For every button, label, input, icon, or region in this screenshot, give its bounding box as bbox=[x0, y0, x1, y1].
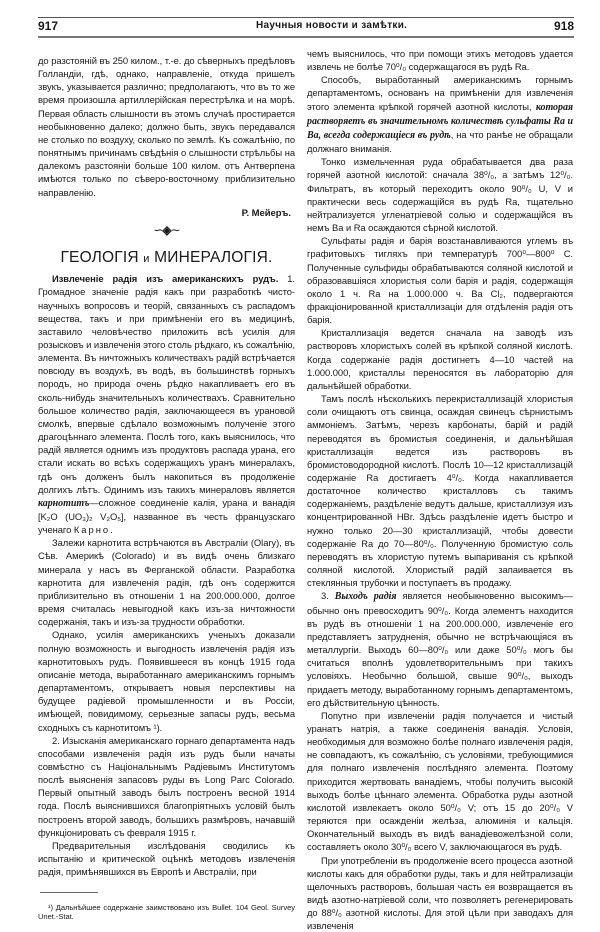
paragraph: При употребленіи въ продолженіе всего процесса азотной кислоты какъ для обработки руды, такъ и для нейтрализаціи щелочныхъ растворовъ, большая часть ея возвращается въ видѣ азотно-натріевой соли, что позволяетъ регенерировать до 88⁰/₀ азотной кислоты. Для этой цѣли при заводахъ для извлеченія bbox=[307, 854, 573, 932]
paragraph: до разстояній въ 250 килом., т.-е. до сѣверныхъ предѣловъ Голландіи, гдѣ, однако, направленіе, откуда пришелъ звукъ, указывается различно; предполагаютъ, что въ то же время произошла артиллерійская перестрѣлка и на морѣ. Первая область слышности въ этомъ случаѣ простирается необыкновенно далеко; должно быть, звукъ передавался не столько по воздуху, сколько по землѣ. Къ сожалѣнію, по понятнымъ причинамъ свѣдѣнія о слышности стрѣльбы на далекомъ разстояніи больше 100 килом. отъ Антверпена имѣются только по сѣверо-восточному приблизительно направленію. bbox=[38, 55, 295, 198]
section-heading-part: и bbox=[143, 253, 150, 266]
text: 1. Громадное значеніе радія какъ при разработкѣ чисто-научныхъ вопросовъ и теорій, связанныхъ съ распадомъ вещества, такъ и при примѣненіи его въ медицинѣ, заставило человѣчество приложить всѣ усилія для розысковъ и извлеченія этого столь рѣдкаго, къ сожалѣнію, элемента. Въ ничтожныхъ количествахъ радій встрѣчается повсюду въ воздухѣ, въ водѣ, въ большинствѣ горныхъ породъ, но природа очень рѣдко накапливаетъ его въ сколь-нибудь значительныхъ количествахъ. Сравнительно большое количество радія, заключающееся въ урановой смолкѣ, впервые сдѣлало возможнымъ полученіе этого драгоцѣннаго элемента. Послѣ того, какъ выяснилось, что радій является однимъ изъ продуктовъ распада урана, его стали искать во всѣхъ содержащихъ уранъ минералахъ, гдѣ онъ долженъ былъ накопиться въ продолженіе долгихъ лѣтъ. Одинимъ изъ такихъ минераловъ является bbox=[38, 273, 295, 495]
section-heading-part: ГЕОЛОГІЯ bbox=[60, 249, 144, 267]
running-header bbox=[38, 17, 574, 38]
paragraph: Предварительныя изслѣдованія сводились къ испытанію и критической оцѣнкѣ методовъ извлеченія радія, примѣнявшихся въ Европѣ и Австраліи, при bbox=[38, 839, 295, 878]
article-title: Извлеченіе радія изъ американскихъ рудъ. bbox=[52, 273, 279, 285]
paragraph bbox=[38, 272, 295, 536]
section-heading-part: МИНЕРАЛОГІЯ. bbox=[149, 249, 273, 267]
paragraph: Сульфаты радія и барія возстанавливаются углемъ въ графитовыхъ тигляхъ при температурѣ 700⁰—800⁰ С. Полученные сульфиды обрабатываются соляной кислотой и образовавшіяся хлористыя соли барія и радія, содержащія около 1 ч. Ra на 1.000.000 ч. Ba Cl₂, подвергаются фракціонированной кристаллизаціи для отдѣленія радія отъ барія. bbox=[307, 235, 573, 326]
left-column bbox=[38, 54, 295, 921]
paragraph: Однако, усилія американскихъ ученыхъ доказали полную возможность и выгодность извлеченія радія изъ карнотитовыхъ рудъ. Появившееся въ концѣ 1915 года описаніе метода, выработаннаго американскимъ горнымъ департаментомъ, открываетъ новыя перспективы на будущее радіевой промышленности и въ Россіи, имѣющей, повидимому, серьезные запасы рудъ, весьма сходныхъ съ карнотитомъ ¹). bbox=[38, 629, 295, 733]
page-number-left: 917 bbox=[38, 19, 59, 33]
paragraph: чемъ выяснилось, что при помощи этихъ методовъ удается извлечь не болѣе 70⁰/₀ содержащагося въ рудѣ Ra. bbox=[307, 48, 573, 73]
text: , на что ранѣе не обращали должнаго вниманія. bbox=[307, 128, 573, 155]
text: 3. bbox=[321, 590, 335, 602]
text: Способъ, выработанный американскимъ горнымъ департаментомъ, основанъ на примѣненіи для извлеченія этого элемента крѣпкой горячей азотной кислоты, bbox=[307, 74, 573, 112]
paragraph bbox=[307, 73, 573, 155]
text: —сложное соединеніе калія, урана и ванадія [K₂O (UO₃)₂ V₂O₅], названное въ честь французскаго ученаго bbox=[38, 496, 295, 536]
emphasis: Выходъ радія bbox=[334, 591, 397, 603]
emphasis: карнотитъ bbox=[38, 497, 90, 509]
author-signature: Р. Мейеръ. bbox=[241, 207, 291, 219]
ornament-divider-icon: ∽◈∼ bbox=[153, 222, 180, 237]
paragraph: Тонко измельченная руда обрабатывается два раза горячей азотной кислотой: сначала 38⁰/₀, а затѣмъ 12⁰/₀. Фильтратъ, въ который переходитъ около 90⁰/₀ U, V и практически весь содержащійся въ рудѣ Ra, тщательно нейтрализуется угленатріевой солью и содержащійся въ немъ Ba и Ra осаждаются сѣрной кислотой. bbox=[307, 156, 573, 234]
right-column bbox=[307, 47, 573, 932]
section-heading bbox=[38, 251, 295, 266]
running-title: Научныя новости и замѣтки. bbox=[256, 20, 408, 31]
page-number-right: 918 bbox=[553, 19, 574, 33]
paragraph: Кристаллизація ведется сначала на заводѣ изъ растворовъ хлористыхъ солей въ крѣпкой соляной кислотѣ. Когда содержаніе радія достигнетъ 4—10 частей на 1.000.000, кристаллы переносятся въ лабораторію для дальнѣйшей обработки. bbox=[307, 327, 573, 391]
paragraph: Залежи карнотита встрѣчаются въ Австраліи (Olary), въ Сѣв. Америкѣ (Colorado) и въ видѣ очень близкаго минерала у насъ въ Ферганской области. Разработка карнотита для извлеченія радія, гдѣ онъ содержится приблизительно въ отношеніи 1 на 200.000.000, долгое время считалась невыгодной какъ изъ-за ничтожности содержанія, такъ и изъ-за трудности обработки. bbox=[38, 537, 295, 628]
paragraph: Тамъ послѣ нѣсколькихъ перекристаллизацій хлористыя соли очищаютъ отъ свинца, осаждая свинецъ сѣрнистымъ аммоніемъ. Затѣмъ, черезъ карбонаты, барій и радій переводятся въ бромистыя соединенія, и дальнѣйшая кристаллизація ведется изъ растворовъ въ бромистоводородной кислотѣ. Послѣ 10—12 кристаллизацій содержаніе Ra достигаетъ 4⁰/₀. Когда накапливается достаточное количество кристалловъ съ такимъ содержаніемъ, раздѣленіе ведутъ дальше, кристаллизуя изъ концентрированной HBr. Здѣсь раздѣленіе идетъ быстро и нужно только 20—30 кристаллизацій, чтобы довести содержаніе Ra до 70—80⁰/₀. Полученную бромистую соль переводятъ въ хлористую путемъ выпариванія съ крѣпкой соляной кислотой. Хлористый радій запаивается въ стеклянныя трубочки и поступаетъ въ продажу. bbox=[307, 393, 573, 589]
paragraph bbox=[307, 589, 573, 708]
footnote: ¹) Дальнѣйшее содержаніе заимствовано изъ Bullet. 104 Geol. Survey Unet.-Stat. bbox=[38, 903, 295, 922]
paragraph: Попутно при извлеченіи радія получается и чистый уранатъ натрія, а также соединенія ванадія. Условія, необходимыя для возможно болѣе полнаго извлеченія радія, не совпадаютъ, къ сожалѣнію, съ условіями, требующимися для полнаго извлеченія послѣдняго элемента. Поэтому приходится жертвовать ванадіемъ, чтобы получить высокій выходъ болѣе цѣннаго элемента. Обработка руды азотной кислотой извлекаетъ около 50⁰/₀ V; отъ 15 до 20⁰/₀ V теряются при осажденіи желѣза, алюминія и кальція. Окончательный выходъ въ видѣ ванадіевожелѣзной соли, составляетъ около 30⁰/₀ всего V, заключающагося въ рудѣ. bbox=[307, 709, 573, 853]
emphasis: которая растворяетъ въ значительномъ количествѣ сульфаты Ra и Ba, всегда содержащіеся въ рудѣ bbox=[307, 101, 573, 141]
footnote-rule bbox=[40, 892, 98, 893]
text: является необыкновенно высокимъ—обычно онъ превосходитъ 90⁰/₀. Когда элементъ находится въ рудѣ въ отношеніи 1 на 200.000.000, извлеченіе его представляетъ затрудненія, обычно не встрѣчающіяся въ металлургіи. Выходъ 60—80⁰/₀ или даже 50⁰/₀ могъ бы считаться вполнѣ удовлетворительнымъ при такихъ условіяхъ. Необычно большой, свыше 90⁰/₀, выходъ придаетъ методу, выработанному горнымъ департаментомъ, его дѣйствительную цѣнность. bbox=[307, 590, 573, 708]
paragraph: 2. Изысканія американскаго горнаго департамента надъ способами извлеченія радія изъ рудъ были начаты совмѣстно съ Національнымъ Радіевымъ Институтомъ послѣ выясненія запасовъ руды въ Long Parc Colorado. Первый опытный заводъ былъ построенъ весной 1914 года. Послѣ выяснившихся благопріятныхъ условій былъ построенъ второй заводъ, большихъ размѣровъ, начавшій функціонировать съ февраля 1915 г. bbox=[38, 734, 295, 838]
spaced-name: Карно. bbox=[73, 524, 115, 536]
